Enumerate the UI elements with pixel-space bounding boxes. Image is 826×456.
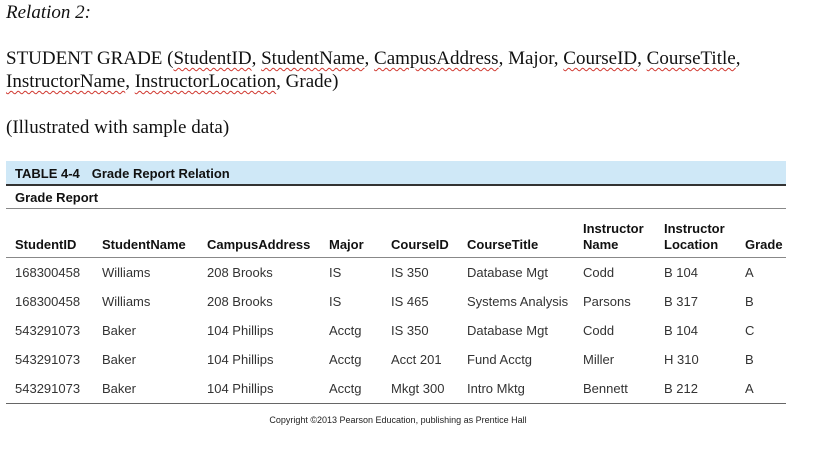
cell-studentname: Baker	[102, 323, 136, 338]
attr-major: Major	[508, 48, 554, 69]
cell-grade: B	[745, 294, 754, 309]
relation-heading: Relation 2:	[6, 2, 91, 23]
col-header-instructorlocation	[655, 211, 736, 258]
attr-instructorlocation: InstructorLocation	[134, 71, 277, 92]
col-header-line2: StudentName	[102, 237, 186, 252]
cell-instructorlocation: B 104	[664, 323, 698, 338]
cell-instructorname: Bennett	[574, 374, 655, 404]
table-row	[6, 316, 786, 345]
cell-campusaddress: 104 Phillips	[207, 352, 274, 367]
copyright-notice: Copyright ©2013 Pearson Education, publishing as Prentice Hall	[269, 415, 527, 425]
col-header-line2: CampusAddress	[207, 237, 311, 252]
col-header-line2: CourseID	[391, 237, 449, 252]
cell-studentid: 168300458	[15, 294, 81, 309]
col-header-line1: Instructor	[664, 221, 725, 236]
cell-major: IS	[329, 265, 342, 280]
cell-grade: B	[745, 352, 754, 367]
cell-instructorname: Miller	[583, 352, 615, 367]
col-header-instructorname	[574, 211, 655, 258]
cell-instructorname: Codd	[583, 323, 615, 338]
cell-instructorname: Parsons	[583, 294, 631, 309]
cell-instructorlocation: B 317	[664, 294, 698, 309]
cell-courseid: IS 350	[391, 265, 429, 280]
cell-campusaddress: 208 Brooks	[207, 265, 273, 280]
table-number: TABLE 4-4	[15, 166, 80, 181]
attr-instructorname: InstructorName	[6, 71, 126, 92]
cell-studentid: 543291073	[15, 352, 81, 367]
cell-studentid: 168300458	[15, 265, 81, 280]
cell-coursetitle: Fund Acctg	[467, 352, 533, 367]
attr-grade: Grade	[285, 71, 333, 92]
attr-courseid: CourseID	[563, 48, 638, 69]
cell-grade: C	[745, 323, 755, 338]
cell-studentname: Williams	[102, 265, 151, 280]
col-header-line2: Name	[583, 237, 619, 252]
grade-report-table	[6, 211, 786, 404]
table-title: Grade Report Relation	[91, 166, 230, 181]
cell-campusaddress: 104 Phillips	[198, 374, 320, 404]
col-header-line2: CourseTitle	[467, 237, 539, 252]
col-header-line2: Grade	[745, 237, 783, 252]
relation-schema: STUDENT GRADE (StudentID, StudentName, CampusAddress, Major, CourseID, CourseTitle, InstructorName, InstructorLocation, Grade)	[6, 48, 741, 92]
cell-grade: A	[736, 374, 786, 404]
col-header-line1: Instructor	[583, 221, 644, 236]
cell-coursetitle: Database Mgt	[467, 265, 548, 280]
col-header-line2: Location	[664, 237, 719, 252]
header-row	[6, 211, 786, 258]
cell-major: Acctg	[320, 374, 382, 404]
col-header-studentname	[93, 211, 198, 258]
col-header-courseid	[382, 211, 458, 258]
cell-studentid: 543291073	[15, 323, 81, 338]
cell-studentid: 543291073	[6, 374, 93, 404]
attr-coursetitle: CourseTitle	[646, 48, 736, 69]
table-banner	[6, 161, 786, 186]
cell-courseid: Acct 201	[391, 352, 442, 367]
col-header-studentid	[6, 211, 93, 258]
cell-campusaddress: 208 Brooks	[207, 294, 273, 309]
cell-studentname: Baker	[102, 352, 136, 367]
report-title: Grade Report	[6, 188, 786, 209]
cell-coursetitle: Intro Mktg	[458, 374, 574, 404]
cell-coursetitle: Systems Analysis	[467, 294, 569, 309]
attr-studentname: StudentName	[261, 48, 365, 69]
col-header-grade	[736, 211, 786, 258]
cell-courseid: IS 465	[391, 294, 429, 309]
col-header-major	[320, 211, 382, 258]
col-header-campusaddress	[198, 211, 320, 258]
table-row	[6, 258, 786, 288]
col-header-coursetitle	[458, 211, 574, 258]
cell-campusaddress: 104 Phillips	[207, 323, 274, 338]
table-row	[6, 374, 786, 404]
cell-studentname: Williams	[102, 294, 151, 309]
attr-studentid: StudentID	[173, 48, 252, 69]
cell-major: Acctg	[329, 352, 362, 367]
cell-coursetitle: Database Mgt	[467, 323, 548, 338]
cell-instructorlocation: H 310	[664, 352, 699, 367]
col-header-line2: StudentID	[15, 237, 77, 252]
cell-instructorname: Codd	[583, 265, 615, 280]
cell-instructorlocation: B 104	[664, 265, 698, 280]
cell-grade: A	[745, 265, 754, 280]
cell-major: IS	[329, 294, 342, 309]
attr-campusaddress: CampusAddress	[374, 48, 499, 69]
sample-data-note: (Illustrated with sample data)	[6, 117, 230, 138]
relation-name: STUDENT GRADE	[6, 48, 163, 69]
cell-instructorlocation: B 212	[655, 374, 736, 404]
col-header-line2: Major	[329, 237, 364, 252]
cell-studentname: Baker	[93, 374, 198, 404]
table-row	[6, 287, 786, 316]
table-row	[6, 345, 786, 374]
cell-courseid: Mkgt 300	[382, 374, 458, 404]
cell-courseid: IS 350	[391, 323, 429, 338]
cell-major: Acctg	[329, 323, 362, 338]
